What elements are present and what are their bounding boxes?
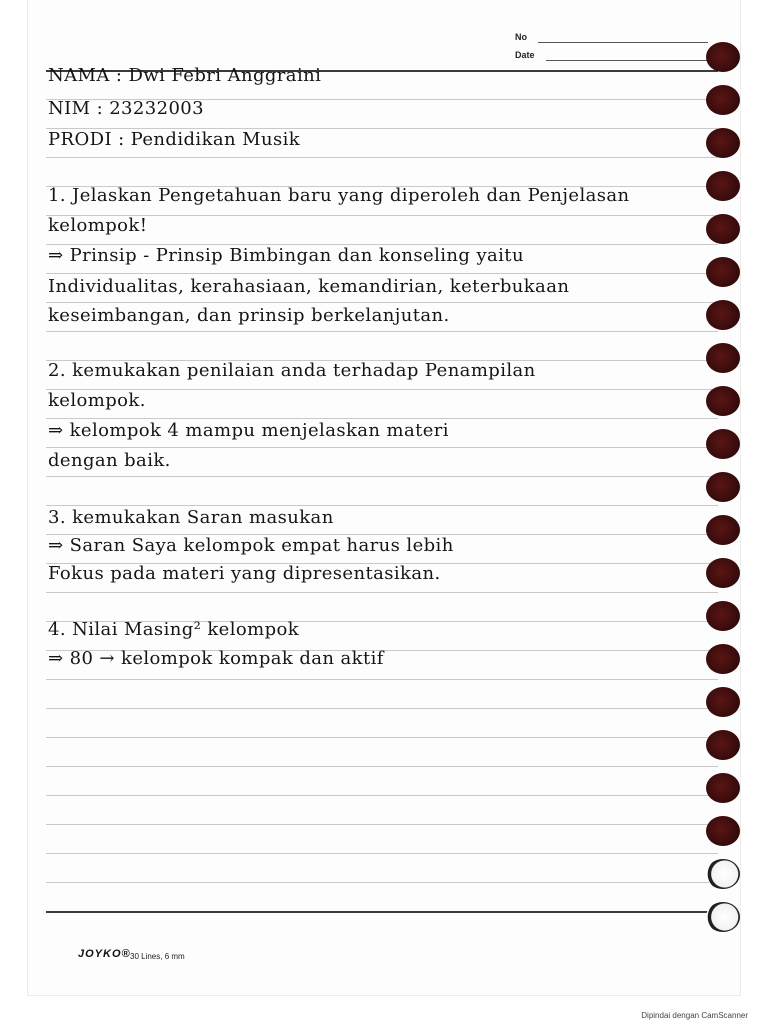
ruled-line (46, 853, 718, 854)
text-line: ⇒ Prinsip - Prinsip Bimbingan dan konseling yaitu (48, 245, 524, 266)
ruled-line (46, 708, 718, 709)
ruled-line (46, 273, 718, 274)
text-line: ⇒ 80 → kelompok kompak dan aktif (48, 648, 384, 669)
ruled-line (46, 911, 718, 913)
ruled-line (46, 302, 718, 303)
binder-hole (706, 601, 740, 631)
text-line: dengan baik. (48, 450, 171, 471)
text-line: keseimbangan, dan prinsip berkelanjutan. (48, 305, 450, 326)
ruled-line (46, 505, 718, 506)
no-label: No (515, 32, 527, 42)
text-line: 4. Nilai Masing² kelompok (48, 619, 300, 640)
binder-hole (706, 171, 740, 201)
binder-hole (706, 644, 740, 674)
ruled-line (46, 795, 718, 796)
text-line: NAMA : Dwi Febri Anggraini (48, 65, 322, 86)
ruled-line (46, 766, 718, 767)
ruled-line (46, 476, 718, 477)
binder-hole (706, 42, 740, 72)
binder-hole (706, 773, 740, 803)
binder-hole (706, 343, 740, 373)
text-line: 1. Jelaskan Pengetahuan baru yang diperoleh dan Penjelasan (48, 185, 630, 206)
binder-hole (706, 300, 740, 330)
ruled-line (46, 679, 718, 680)
binder-hole (706, 687, 740, 717)
binder-hole (706, 730, 740, 760)
text-line: kelompok! (48, 215, 148, 236)
text-line: Individualitas, kerahasiaan, kemandirian, keterbukaan (48, 276, 570, 297)
binder-hole (706, 257, 740, 287)
binder-hole (706, 902, 740, 932)
binder-hole (706, 816, 740, 846)
text-line: 3. kemukakan Saran masukan (48, 507, 334, 528)
scanner-watermark: Dipindai dengan CamScanner (641, 1011, 748, 1020)
ruled-line (46, 447, 718, 448)
binder-hole (706, 429, 740, 459)
text-line: kelompok. (48, 390, 146, 411)
ruled-line (46, 418, 718, 419)
binder-hole (706, 515, 740, 545)
text-line: ⇒ Saran Saya kelompok empat harus lebih (48, 535, 454, 556)
ruled-line (46, 882, 718, 883)
text-line: 2. kemukakan penilaian anda terhadap Penampilan (48, 360, 536, 381)
date-line (546, 60, 708, 61)
text-line: PRODI : Pendidikan Musik (48, 129, 301, 150)
ruled-line (46, 157, 718, 158)
notebook-page (28, 0, 740, 995)
binder-hole (706, 85, 740, 115)
date-label: Date (515, 50, 535, 60)
text-line: Fokus pada materi yang dipresentasikan. (48, 563, 441, 584)
binder-hole (706, 859, 740, 889)
ruling-note: 30 Lines, 6 mm (130, 952, 185, 961)
binder-hole (706, 128, 740, 158)
binder-hole (706, 214, 740, 244)
ruled-line (46, 331, 718, 332)
ruled-line (46, 824, 718, 825)
binder-hole (706, 558, 740, 588)
binder-hole (706, 472, 740, 502)
no-line (538, 42, 708, 43)
text-line: ⇒ kelompok 4 mampu menjelaskan materi (48, 420, 449, 441)
binder-hole (706, 386, 740, 416)
ruled-line (46, 592, 718, 593)
ruled-line (46, 389, 718, 390)
brand-logo: JOYKO® (78, 948, 131, 960)
text-line: NIM : 23232003 (48, 98, 205, 119)
ruled-line (46, 737, 718, 738)
